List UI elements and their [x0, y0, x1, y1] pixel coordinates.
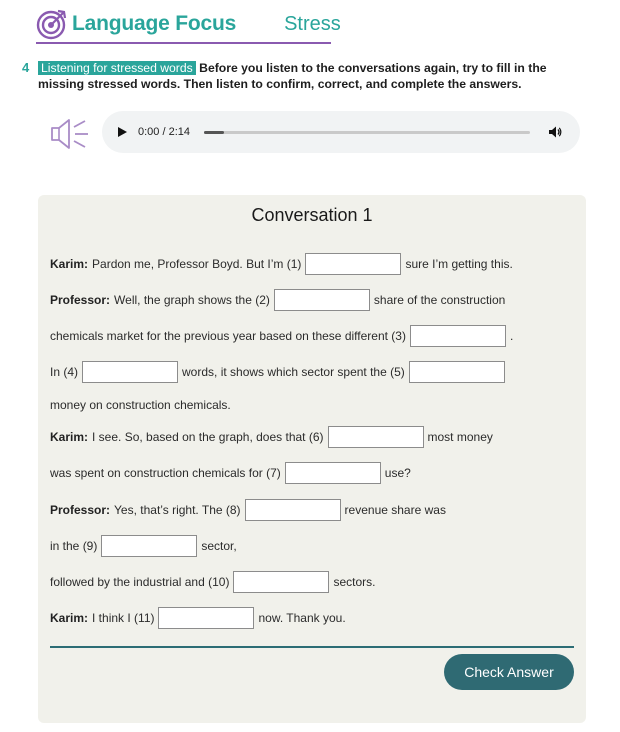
play-icon[interactable]	[118, 127, 127, 137]
dialogue-line	[50, 425, 493, 449]
line-text: chemicals market for the previous year based on these different (3)	[50, 329, 406, 343]
audio-progress-fill	[204, 131, 224, 134]
conversation-title: Conversation 1	[251, 205, 373, 225]
line-text: sector,	[201, 539, 237, 553]
instruction	[22, 60, 582, 92]
answer-input-2[interactable]	[274, 289, 370, 311]
answer-input-3[interactable]	[410, 325, 506, 347]
speaker-name: Karim:	[50, 611, 89, 625]
line-text: .	[509, 329, 514, 343]
panel-divider	[50, 646, 574, 648]
volume-icon[interactable]	[548, 125, 562, 139]
dialogue-line	[50, 288, 505, 312]
audio-time: 0:00 / 2:14	[138, 126, 190, 138]
page-title: Language Focus	[72, 12, 237, 35]
line-text: money on construction chemicals.	[50, 398, 231, 412]
check-answer-button[interactable]: Check Answer	[444, 654, 574, 690]
page-subtitle: Stress	[284, 12, 341, 35]
instruction-text-2: missing stressed words. Then listen to confirm, correct, and complete the answers.	[38, 77, 522, 91]
conversation-panel	[38, 195, 586, 723]
answer-input-11[interactable]	[158, 607, 254, 629]
line-text: sure I’m getting this.	[405, 257, 513, 271]
speaker-name: Professor:	[50, 503, 111, 517]
line-text: in the (9)	[50, 539, 98, 553]
line-text: use?	[384, 466, 411, 480]
speaker-name: Karim:	[50, 257, 89, 271]
speaker-name: Karim:	[50, 430, 89, 444]
dialogue-line	[50, 393, 231, 417]
line-text: sectors.	[333, 575, 376, 589]
line-text: was spent on construction chemicals for (7)	[50, 466, 281, 480]
dialogue-line	[50, 498, 446, 522]
line-text: In (4)	[50, 365, 79, 379]
header-divider	[36, 42, 331, 44]
line-text: words, it shows which sector spent the (5)	[182, 365, 405, 379]
instruction-tag: Listening for stressed words	[38, 61, 196, 75]
answer-input-5[interactable]	[409, 361, 505, 383]
dialogue-line	[50, 461, 411, 485]
dialogue-line	[50, 252, 513, 276]
dialogue-line	[50, 360, 509, 384]
dialogue-line	[50, 570, 375, 594]
instruction-text-1: Before you listen to the conversations again, try to fill in the	[199, 61, 547, 75]
dialogue-line	[50, 606, 346, 630]
speaker-icon[interactable]	[48, 116, 92, 152]
line-text: revenue share was	[344, 503, 446, 517]
answer-input-8[interactable]	[245, 499, 341, 521]
answer-input-10[interactable]	[233, 571, 329, 593]
line-text: most money	[427, 430, 493, 444]
line-text: I think I (11)	[92, 611, 155, 625]
dialogue-line	[50, 534, 237, 558]
line-text: Pardon me, Professor Boyd. But I’m (1)	[92, 257, 302, 271]
answer-input-4[interactable]	[82, 361, 178, 383]
answer-input-9[interactable]	[101, 535, 197, 557]
dialogue-line	[50, 324, 513, 348]
line-text: Well, the graph shows the (2)	[114, 293, 270, 307]
audio-player	[102, 111, 580, 153]
line-text: I see. So, based on the graph, does that (6)	[92, 430, 324, 444]
answer-input-7[interactable]	[285, 462, 381, 484]
target-icon	[36, 8, 68, 40]
answer-input-1[interactable]	[305, 253, 401, 275]
line-text: share of the construction	[373, 293, 506, 307]
section-header	[36, 8, 341, 40]
audio-progress-bar[interactable]	[204, 131, 530, 134]
line-text: followed by the industrial and (10)	[50, 575, 230, 589]
answer-input-6[interactable]	[328, 426, 424, 448]
line-text: now. Thank you.	[258, 611, 346, 625]
line-text: Yes, that’s right. The (8)	[114, 503, 241, 517]
instruction-number: 4	[22, 60, 30, 75]
speaker-name: Professor:	[50, 293, 111, 307]
